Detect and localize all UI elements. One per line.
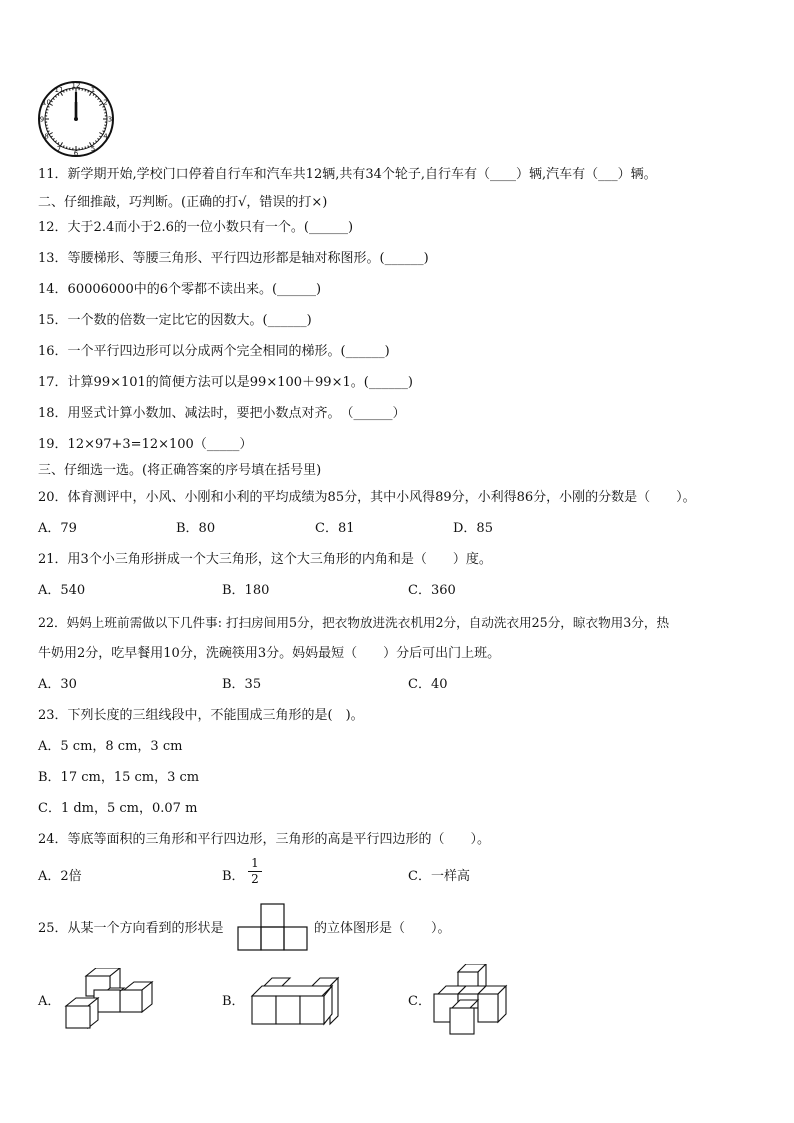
option-q24-a[interactable]: A．2倍 (38, 869, 82, 884)
option-q22-a[interactable]: A．30 (38, 677, 77, 692)
option-q25-b[interactable]: B． (222, 994, 245, 1009)
section-heading-choose: 三、仔细选一选。(将正确答案的序号填在括号里) (38, 463, 322, 478)
option-q25-c[interactable]: C． (408, 994, 431, 1009)
clock-numeral: 11 (54, 86, 64, 95)
option-q20-d[interactable]: D．85 (453, 521, 493, 536)
question-12: 12．大于2.4而小于2.6的一位小数只有一个。(______) (38, 220, 354, 235)
view-shape-figure (237, 902, 309, 952)
option-c-cubes-figure (430, 964, 514, 1036)
option-q20-b[interactable]: B．80 (176, 521, 216, 536)
question-16: 16．一个平行四边形可以分成两个完全相同的梯形。(______) (38, 344, 390, 359)
question-17: 17．计算99×101的简便方法可以是99×100＋99×1。(______) (38, 375, 413, 390)
question-22-line1: 22．妈妈上班前需做以下几件事: 打扫房间用5分，把衣物放进洗衣机用2分，自动洗衣用25分，晾衣物用3分，热 (38, 615, 670, 630)
question-15: 15．一个数的倍数一定比它的因数大。(______) (38, 313, 312, 328)
clock-numeral: 2 (103, 98, 108, 107)
section-heading-judge: 二、仔细推敲，巧判断。(正确的打√，错误的打×) (38, 195, 328, 210)
question-25-part2: 的立体图形是（ ）。 (314, 921, 451, 936)
question-19: 19．12×97+3=12×100（_____） (38, 437, 253, 452)
option-b-cubes-figure (248, 972, 344, 1028)
question-24: 24．等底等面积的三角形和平行四边形，三角形的高是平行四边形的（ ）。 (38, 832, 491, 847)
clock-numeral: 8 (44, 132, 49, 141)
question-20: 20．体育测评中，小风、小刚和小利的平均成绩为85分，其中小风得89分，小利得86分，小刚的分数是（ ）。 (38, 490, 696, 505)
clock-numeral: 7 (56, 144, 62, 153)
option-q20-a[interactable]: A．79 (38, 521, 77, 536)
question-23: 23．下列长度的三组线段中，不能围成三角形的是( )。 (38, 708, 364, 723)
fraction-denominator: 2 (251, 872, 259, 886)
option-q21-b[interactable]: B．180 (222, 583, 270, 598)
question-22-line2: 牛奶用2分，吃早餐用10分，洗碗筷用3分。妈妈最短（ ）分后可出门上班。 (38, 646, 501, 661)
option-q24-b[interactable]: B． (222, 869, 245, 884)
question-11: 11．新学期开始,学校门口停着自行车和汽车共12辆,共有34个轮子,自行车有（____）辆,汽车有（___）辆。 (38, 167, 657, 182)
option-q24-c[interactable]: C．一样高 (408, 869, 470, 884)
question-13: 13．等腰梯形、等腰三角形、平行四边形都是轴对称图形。(______) (38, 251, 429, 266)
clock-numeral: 9 (39, 115, 45, 124)
option-q21-c[interactable]: C．360 (408, 583, 456, 598)
clock-numeral: 4 (103, 132, 108, 141)
clock-icon (37, 80, 115, 158)
question-18: 18．用竖式计算小数加、减法时，要把小数点对齐。 （______） (38, 406, 406, 421)
clock-numeral: 6 (73, 149, 79, 158)
option-q23-b[interactable]: B．17 cm，15 cm，3 cm (38, 770, 200, 785)
clock-numeral: 5 (90, 144, 96, 153)
clock-numeral: 1 (90, 86, 96, 95)
question-25-part1: 25．从某一个方向看到的形状是 (38, 921, 224, 936)
option-q20-c[interactable]: C．81 (315, 521, 355, 536)
fraction-one-half (248, 857, 262, 886)
question-21: 21．用3个小三角形拼成一个大三角形，这个大三角形的内角和是（ ）度。 (38, 552, 492, 567)
question-14: 14．60006000中的6个零都不读出来。(______) (38, 282, 322, 297)
option-q23-a[interactable]: A．5 cm，8 cm，3 cm (38, 739, 183, 754)
option-q22-b[interactable]: B．35 (222, 677, 262, 692)
clock-numeral: 3 (107, 115, 113, 124)
option-q25-a[interactable]: A． (38, 994, 61, 1009)
option-q22-c[interactable]: C．40 (408, 677, 448, 692)
clock-figure (37, 80, 115, 158)
option-q23-c[interactable]: C．1 dm，5 cm，0.07 m (38, 801, 198, 816)
option-q21-a[interactable]: A．540 (38, 583, 86, 598)
option-a-cubes-figure (64, 968, 156, 1032)
clock-numeral: 12 (71, 81, 81, 90)
fraction-numerator: 1 (251, 856, 259, 870)
clock-numeral: 10 (42, 98, 52, 107)
